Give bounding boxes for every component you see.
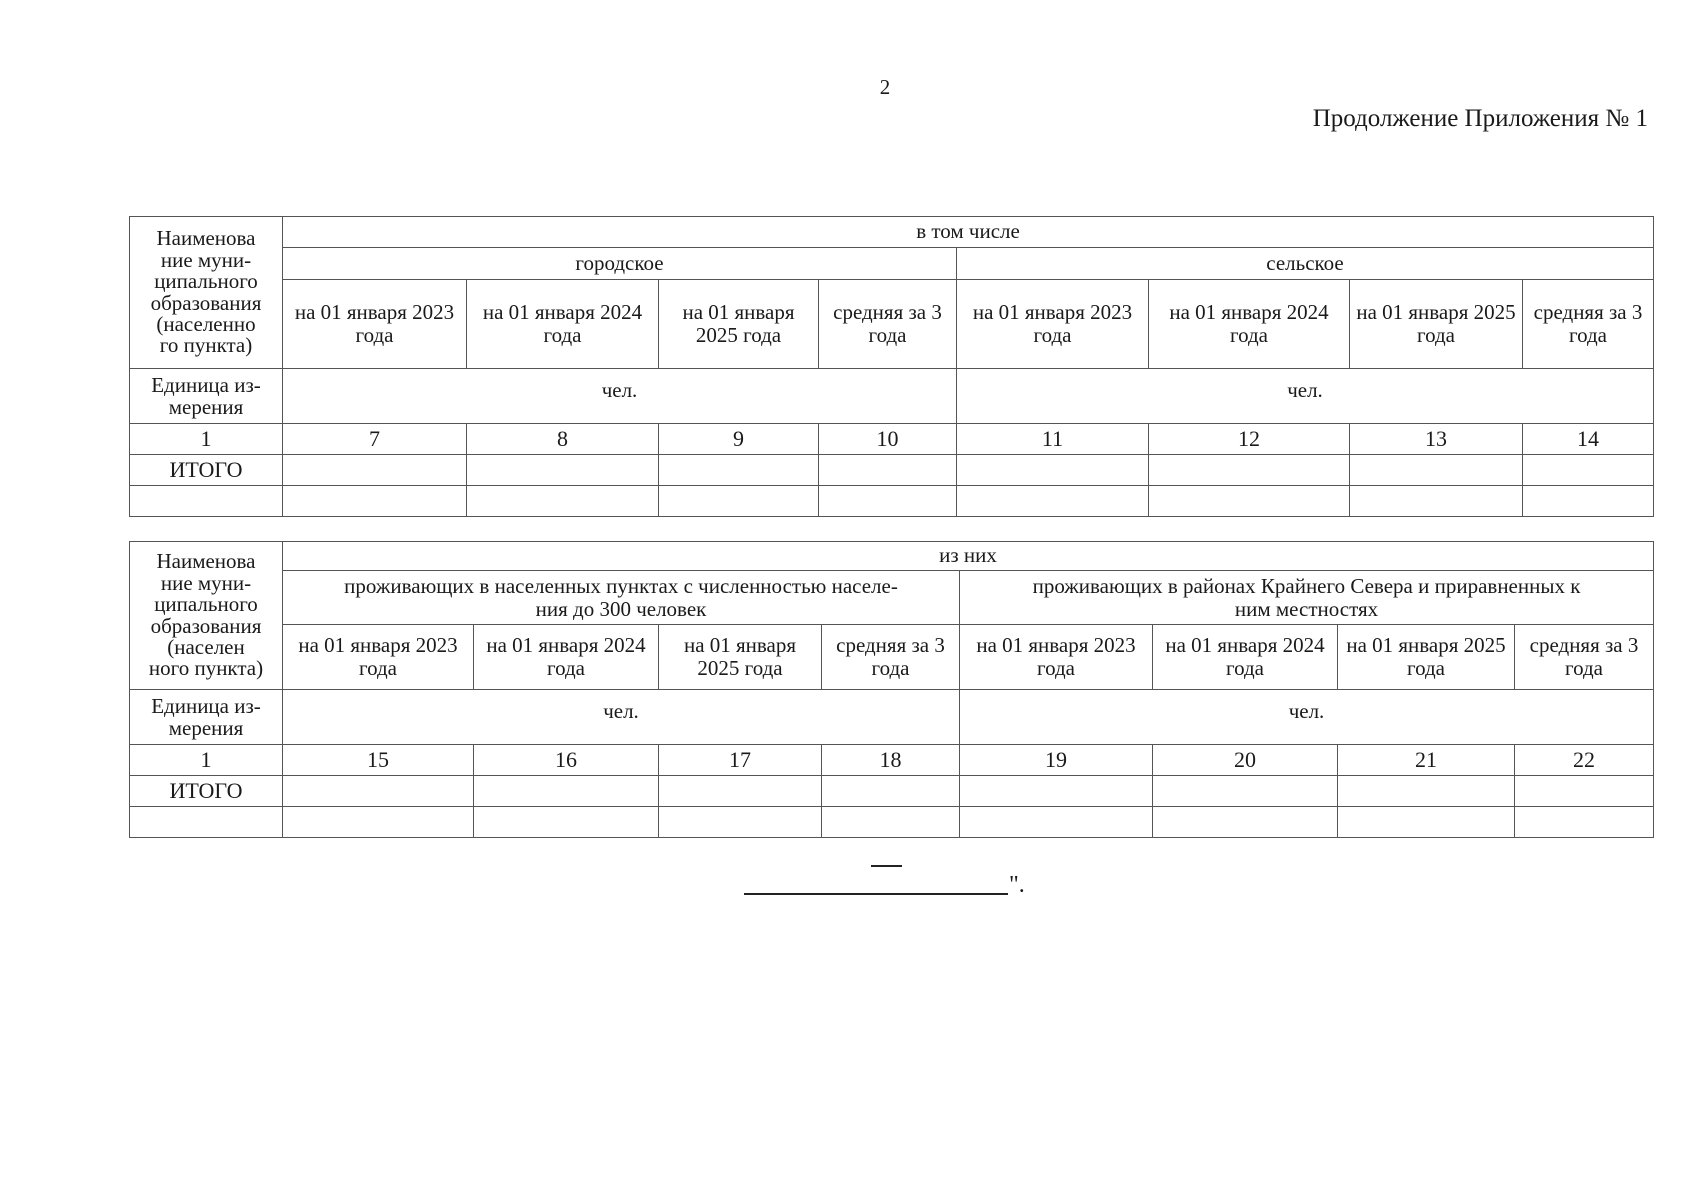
column-number: 22: [1515, 745, 1654, 776]
period-header: на 01 января 2023 года: [283, 280, 467, 369]
unit-value-text: чел.: [1287, 378, 1323, 403]
table-cell: [819, 486, 957, 517]
column-number: 11: [957, 424, 1149, 455]
column-number: 9: [659, 424, 819, 455]
table-cell: [1350, 486, 1523, 517]
column-number: 10: [819, 424, 957, 455]
population-table-urban-rural: [129, 216, 1654, 517]
table-cell: [1338, 807, 1515, 838]
column-number: 15: [283, 745, 474, 776]
unit-value: [283, 369, 957, 424]
table-cell: [819, 455, 957, 486]
table-cell: [1523, 486, 1654, 517]
unit-value-text: чел.: [603, 699, 639, 724]
table-cell: [467, 455, 659, 486]
table-cell: [1523, 455, 1654, 486]
rural-header: сельское: [957, 248, 1654, 280]
column-number: 8: [467, 424, 659, 455]
urban-header: городское: [283, 248, 957, 280]
period-header: на 01 января 2024 года: [467, 280, 659, 369]
table-cell: [474, 776, 659, 807]
small-settlements-header: проживающих в населенных пунктах с численностью населе- ния до 300 человек: [283, 571, 960, 625]
including-header: в том числе: [283, 217, 1654, 248]
period-header: на 01 января 2024 года: [474, 625, 659, 690]
table-cell: [822, 807, 960, 838]
unit-label: Единица из- мерения: [130, 690, 283, 745]
column-number: 17: [659, 745, 822, 776]
column-number: 14: [1523, 424, 1654, 455]
column-number: 18: [822, 745, 960, 776]
table-cell: [957, 486, 1149, 517]
appendix-heading: Продолжение Приложения № 1: [1312, 105, 1648, 132]
table-cell: [1153, 807, 1338, 838]
table-cell: [1515, 807, 1654, 838]
period-header: на 01 января 2025 года: [1350, 280, 1523, 369]
table-cell: [659, 776, 822, 807]
period-header: средняя за 3 года: [822, 625, 960, 690]
column-number: 1: [130, 424, 283, 455]
column-number: 19: [960, 745, 1153, 776]
column-number: 7: [283, 424, 467, 455]
table-cell: [659, 807, 822, 838]
table-cell: [1149, 486, 1350, 517]
unit-value-text: чел.: [601, 378, 638, 403]
period-header: на 01 января 2024 года: [1153, 625, 1338, 690]
column-number: 1: [130, 745, 283, 776]
closing-quote-mark: ".: [1009, 872, 1025, 898]
period-header: на 01 января 2023 года: [283, 625, 474, 690]
table-cell: [283, 776, 474, 807]
municipality-name-header: Наименова ние муни- ципального образования (населенно го пункта): [130, 217, 283, 369]
table-cell: [283, 486, 467, 517]
table-cell: [1153, 776, 1338, 807]
table-cell: [822, 776, 960, 807]
table-cell: [957, 455, 1149, 486]
unit-value-text: чел.: [1288, 699, 1325, 724]
closing-underline: [744, 893, 1008, 895]
period-header: на 01 января 2024 года: [1149, 280, 1350, 369]
table-cell: [1350, 455, 1523, 486]
table-cell: [474, 807, 659, 838]
municipality-name-header: Наименова ние муни- ципального образования (населен ного пункта): [130, 542, 283, 690]
unit-value: [283, 690, 960, 745]
column-number: 21: [1338, 745, 1515, 776]
table-cell: [283, 455, 467, 486]
far-north-header: проживающих в районах Крайнего Севера и приравненных к ним местностях: [960, 571, 1654, 625]
unit-value: [960, 690, 1654, 745]
table-cell: [467, 486, 659, 517]
table-cell: [960, 776, 1153, 807]
period-header: на 01 января 2025 года: [659, 280, 819, 369]
unit-value: [957, 369, 1654, 424]
period-header: на 01 января 2023 года: [957, 280, 1149, 369]
of-them-header: из них: [283, 542, 1654, 571]
table-cell: [659, 455, 819, 486]
period-header: на 01 января 2023 года: [960, 625, 1153, 690]
column-number: 20: [1153, 745, 1338, 776]
table-cell: [130, 807, 283, 838]
table-cell: [283, 807, 474, 838]
table-cell: [659, 486, 819, 517]
page-number: 2: [879, 75, 891, 99]
period-header: средняя за 3 года: [819, 280, 957, 369]
unit-label: Единица из- мерения: [130, 369, 283, 424]
period-header: средняя за 3 года: [1523, 280, 1654, 369]
period-header: на 01 января 2025 года: [659, 625, 822, 690]
table-cell: [130, 486, 283, 517]
table-cell: [1338, 776, 1515, 807]
table-cell: [1149, 455, 1350, 486]
total-label: ИТОГО: [130, 776, 283, 807]
column-number: 13: [1350, 424, 1523, 455]
column-number: 12: [1149, 424, 1350, 455]
table-cell: [1515, 776, 1654, 807]
total-label: ИТОГО: [130, 455, 283, 486]
population-table-small-settlements-far-north: [129, 541, 1654, 838]
column-number: 16: [474, 745, 659, 776]
period-header: на 01 января 2025 года: [1338, 625, 1515, 690]
period-header: средняя за 3 года: [1515, 625, 1654, 690]
table-cell: [960, 807, 1153, 838]
closing-dash: [871, 865, 902, 867]
